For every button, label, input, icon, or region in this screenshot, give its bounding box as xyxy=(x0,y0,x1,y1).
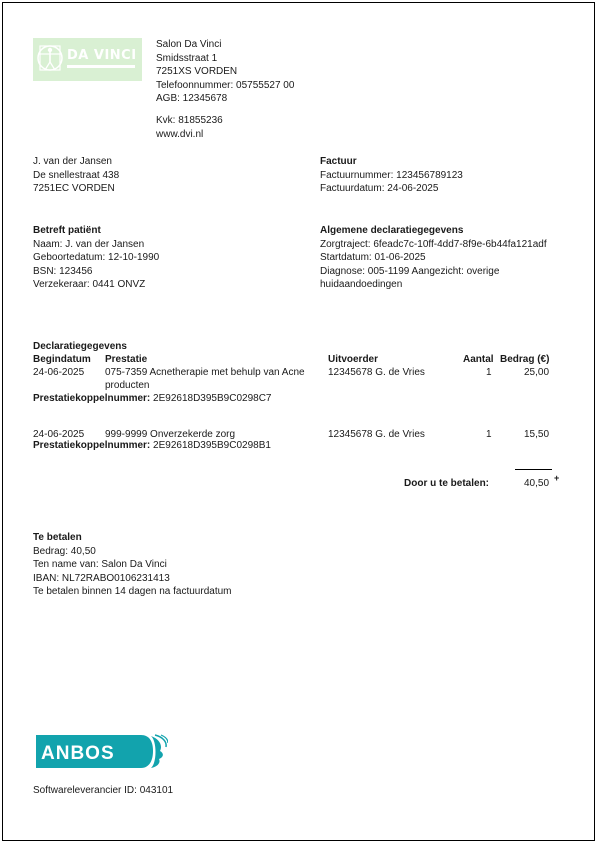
column-quantity: Aantal xyxy=(463,354,494,365)
payment-beneficiary: Ten name van: Salon Da Vinci xyxy=(33,559,167,570)
diagnosis-line-1: Diagnose: 005-1199 Aangezicht: overige xyxy=(320,265,500,277)
invoice-info xyxy=(320,155,463,196)
salon-street: Smidsstraat 1 xyxy=(156,52,218,64)
invoice-date: Factuurdatum: 24-06-2025 xyxy=(320,183,439,194)
patient-info xyxy=(33,224,159,292)
software-id: Softwareleverancier ID: 043101 xyxy=(33,785,174,796)
row-2-quantity: 1 xyxy=(486,429,492,440)
page-border xyxy=(2,2,595,841)
row-1-link xyxy=(33,392,271,406)
patient-birthdate: Geboortedatum: 12-10-1990 xyxy=(33,252,160,263)
row-2-link xyxy=(33,439,271,453)
row-1-performer: 12345678 G. de Vries xyxy=(328,367,425,378)
recipient-postal-city: 7251EC VORDEN xyxy=(33,183,115,194)
column-performer: Uitvoerder xyxy=(328,354,379,365)
patient-bsn: BSN: 123456 xyxy=(33,265,93,277)
salon-info xyxy=(156,38,294,106)
start-date: Startdatum: 01-06-2025 xyxy=(320,252,426,263)
salon-kvk: Kvk: 81855236 xyxy=(156,115,223,126)
salon-website: www.dvi.nl xyxy=(156,128,204,140)
invoice-heading: Factuur xyxy=(320,156,357,167)
diagnosis-line-2: huidaandoedingen xyxy=(320,279,403,290)
payment-terms: Te betalen binnen 14 dagen na factuurdatum xyxy=(33,586,232,597)
row-1-service: 075-7359 Acnetherapie met behulp van Acne xyxy=(105,367,305,378)
declaration-heading: Declaratiegegevens xyxy=(33,341,127,352)
total-label: Door u te betalen: xyxy=(404,478,490,489)
logo-text: DA VINCI xyxy=(67,48,137,63)
row-1-amount: 25,00 xyxy=(524,367,550,378)
care-path: Zorgtraject: 6feadc7c-10ff-4dd7-8f9e-6b44fa121adf xyxy=(320,238,547,250)
vitruvian-man-icon xyxy=(36,41,64,75)
row-1-date: 24-06-2025 xyxy=(33,367,85,378)
plus-sign: + xyxy=(554,473,560,483)
anbos-logo-text: ANBOS xyxy=(41,743,115,764)
row-2-performer: 12345678 G. de Vries xyxy=(328,429,425,440)
payment-amount: Bedrag: 40,50 xyxy=(33,545,96,557)
payment-info xyxy=(33,531,232,599)
column-start-date: Begindatum xyxy=(33,354,91,365)
row-2-date: 24-06-2025 xyxy=(33,429,85,440)
recipient-address xyxy=(33,155,119,196)
total-value: 40,50 xyxy=(524,478,550,489)
recipient-name: J. van der Jansen xyxy=(33,156,112,167)
anbos-logo xyxy=(33,733,168,770)
patient-heading: Betreft patiënt xyxy=(33,225,101,236)
payment-heading: Te betalen xyxy=(33,532,82,543)
column-amount: Bedrag (€) xyxy=(500,354,550,365)
invoice-number: Factuurnummer: 123456789123 xyxy=(320,169,463,181)
row-1-link-value: 2E92618D395B9C0298C7 xyxy=(153,393,272,404)
salon-agb: AGB: 12345678 xyxy=(156,93,228,104)
salon-phone: Telefoonnummer: 05755527 00 xyxy=(156,79,295,91)
salon-logo xyxy=(33,38,142,81)
row-2-amount: 15,50 xyxy=(524,429,550,440)
patient-insurer: Verzekeraar: 0441 ONVZ xyxy=(33,279,146,290)
row-2-link-label: Prestatiekoppelnummer: xyxy=(33,440,151,451)
anbos-logo-mark xyxy=(33,733,168,770)
total-sum-line xyxy=(515,469,552,470)
row-1-service-cont: producten xyxy=(105,380,150,391)
payment-iban: IBAN: NL72RABO0106231413 xyxy=(33,572,170,584)
salon-name: Salon Da Vinci xyxy=(156,39,222,50)
row-2-service: 999-9999 Onverzekerde zorg xyxy=(105,429,236,440)
patient-name: Naam: J. van der Jansen xyxy=(33,238,145,250)
row-1-link-label: Prestatiekoppelnummer: xyxy=(33,393,151,404)
recipient-street: De snellestraat 438 xyxy=(33,169,120,181)
general-heading: Algemene declaratiegegevens xyxy=(320,225,464,236)
column-service: Prestatie xyxy=(105,354,148,365)
row-1-quantity: 1 xyxy=(486,367,492,378)
logo-tagline-bar xyxy=(67,65,135,68)
row-2-link-value: 2E92618D395B9C0298B1 xyxy=(153,440,271,451)
general-declaration-info xyxy=(320,224,547,292)
salon-registration xyxy=(156,114,223,141)
salon-postal-city: 7251XS VORDEN xyxy=(156,66,238,77)
